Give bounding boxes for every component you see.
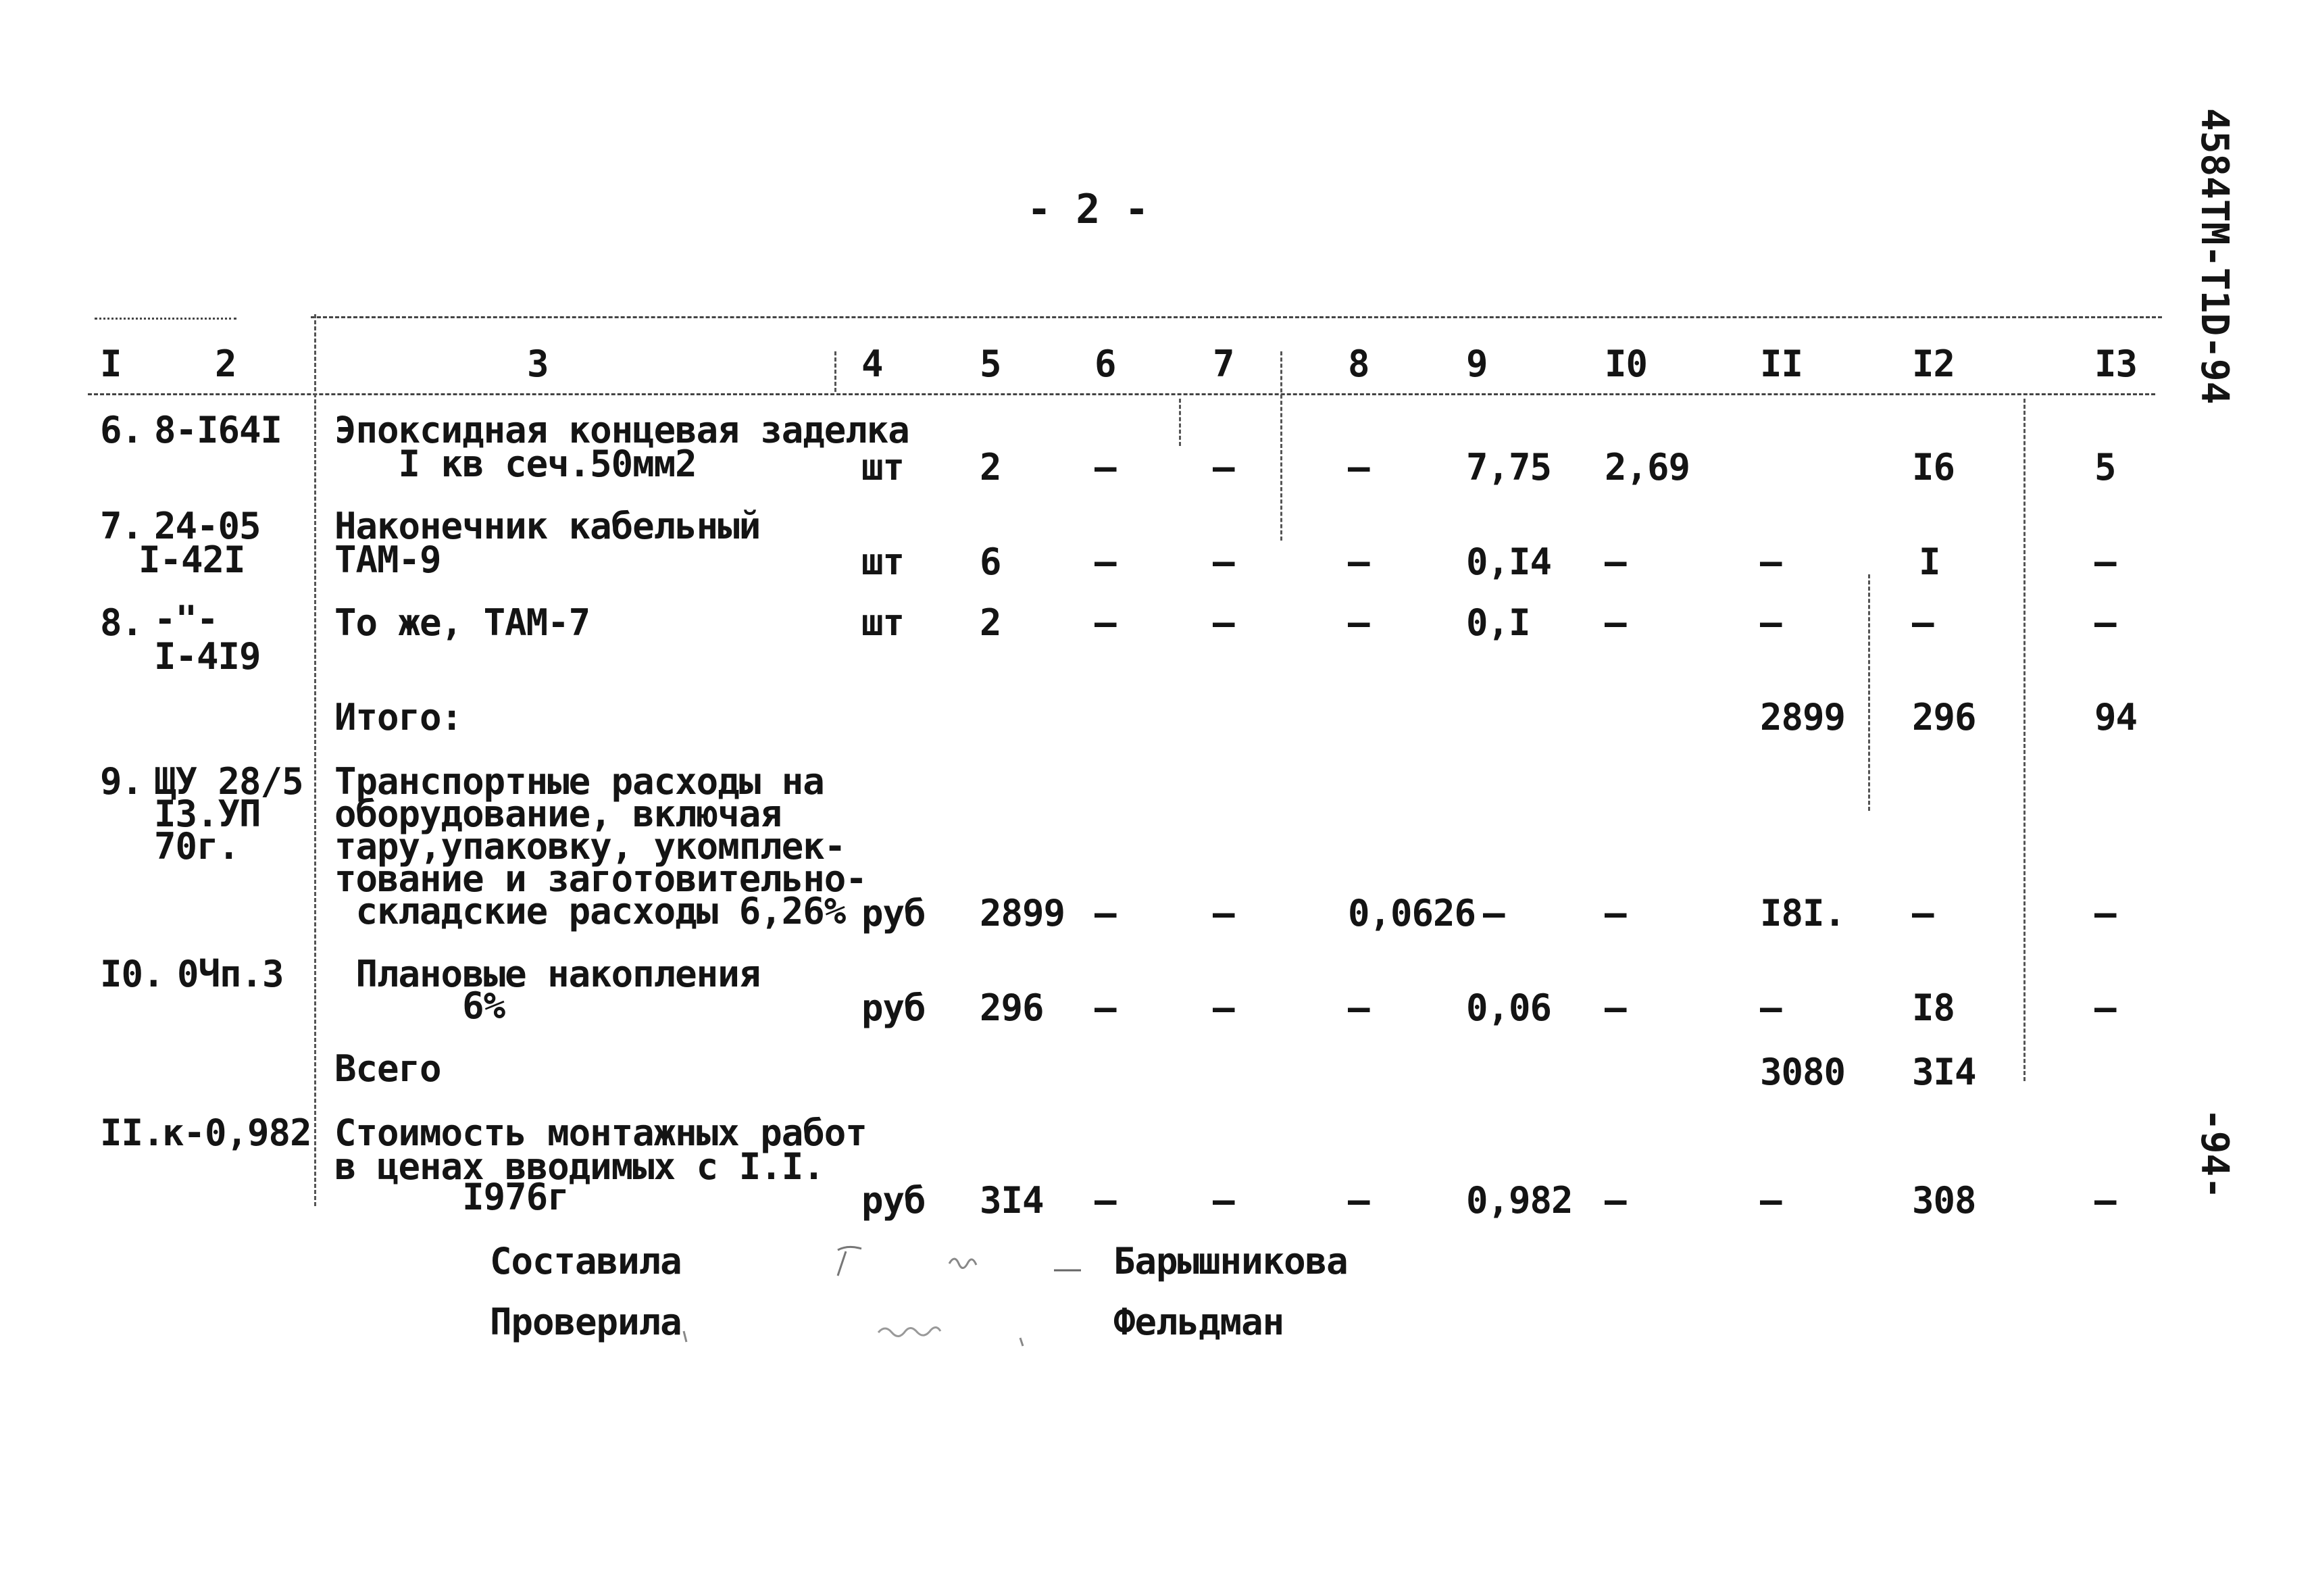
- compiled-signature: [811, 1237, 1095, 1284]
- row-col8: —: [1348, 601, 1369, 644]
- row-col10: —: [1605, 601, 1626, 644]
- row-description: тару,упаковку, укомплек-: [334, 825, 846, 868]
- row-code: 24-05: [154, 505, 261, 547]
- row-col5: 2: [980, 446, 1001, 489]
- row-col10: —: [1605, 541, 1626, 583]
- row-col9: 0,06: [1466, 987, 1552, 1029]
- row-description: I кв сеч.50мм2: [334, 443, 697, 485]
- row-code: -"-: [154, 598, 218, 641]
- compiled-by-name: Барышникова: [1113, 1240, 1348, 1282]
- row-col13: —: [2094, 601, 2116, 644]
- row-col7: —: [1213, 1179, 1234, 1222]
- row-col13: —: [2094, 892, 2116, 934]
- total-col11: 3080: [1760, 1051, 1846, 1093]
- checked-by-label: Проверила: [490, 1301, 682, 1343]
- row-description: 6%: [334, 984, 505, 1027]
- row-col11: —: [1760, 541, 1782, 583]
- row-col6: —: [1095, 601, 1116, 644]
- compiled-by-label: Составила: [490, 1240, 682, 1282]
- row-code-3: 70г.: [154, 825, 240, 868]
- row-col11: —: [1760, 601, 1782, 644]
- row-col12: —: [1912, 601, 1934, 644]
- col-divider-3: [314, 314, 316, 1206]
- row-unit: руб: [861, 892, 926, 934]
- row-col12: I: [1919, 541, 1940, 583]
- row-col12: I8: [1912, 987, 1955, 1029]
- header-col-11: II: [1760, 343, 1803, 385]
- row-unit: руб: [861, 1179, 926, 1222]
- row-description: Плановые накопления: [334, 953, 761, 995]
- row-col6: —: [1095, 446, 1116, 489]
- row-number: 9.: [100, 760, 143, 803]
- row-col7: —: [1213, 601, 1234, 644]
- row-col5: 3I4: [980, 1179, 1044, 1222]
- row-col10: 2,69: [1605, 446, 1690, 489]
- row-unit: руб: [861, 987, 926, 1029]
- total-col12: 3I4: [1912, 1051, 1976, 1093]
- row-col11: I8I.: [1760, 892, 1846, 934]
- row-col7: —: [1213, 892, 1234, 934]
- row-col8: —: [1348, 446, 1369, 489]
- checked-signature: [676, 1304, 1054, 1358]
- row-description: в ценах вводимых с I.I.: [334, 1145, 824, 1188]
- header-col-10: I0: [1605, 343, 1648, 385]
- row-description: складские расходы 6,26%: [334, 890, 846, 932]
- row-col13: —: [2094, 987, 2116, 1029]
- col-divider-8: [1280, 351, 1282, 541]
- row-col9: 7,75: [1466, 446, 1552, 489]
- header-col-5: 5: [980, 343, 1001, 385]
- subtotal-label: Итого:: [334, 696, 463, 739]
- page-number: - 2 -: [1027, 186, 1149, 233]
- row-description: То же, ТАМ-7: [334, 601, 590, 644]
- row-description: Транспортные расходы на: [334, 760, 824, 803]
- header-col-4: 4: [861, 343, 883, 385]
- row-col6: —: [1095, 987, 1116, 1029]
- header-col-1: I: [100, 343, 122, 385]
- header-col-13: I3: [2094, 343, 2138, 385]
- row-col11: —: [1760, 987, 1782, 1029]
- row-col12: —: [1912, 892, 1934, 934]
- checked-by-name: Фельдман: [1113, 1301, 1284, 1343]
- subtotal-col12: 296: [1912, 696, 1976, 739]
- header-col-2: 2: [215, 343, 236, 385]
- row-code: 0Чп.3: [177, 953, 284, 995]
- row-col6: —: [1095, 892, 1116, 934]
- row-col8: 0,0626: [1348, 892, 1476, 934]
- row-col7: —: [1213, 541, 1234, 583]
- header-col-3: 3: [527, 343, 549, 385]
- row-col6: —: [1095, 1179, 1116, 1222]
- top-rule-main: [311, 316, 2162, 318]
- row-col12: I6: [1912, 446, 1955, 489]
- row-description: ТАМ-9: [334, 539, 441, 581]
- col-divider-7: [1179, 399, 1181, 446]
- row-code-2: I3.УП: [154, 793, 261, 835]
- header-col-8: 8: [1348, 343, 1369, 385]
- row-col13: 5: [2094, 446, 2116, 489]
- row-code-2: I-4I9: [154, 635, 261, 678]
- row-col10: —: [1605, 1179, 1626, 1222]
- row-unit: шт: [861, 601, 905, 644]
- row-col9: 0,I4: [1466, 541, 1552, 583]
- row-description: Стоимость монтажных работ: [334, 1112, 867, 1154]
- row-number: 7.: [100, 505, 143, 547]
- row-col10: —: [1605, 987, 1626, 1029]
- row-col11: —: [1760, 1179, 1782, 1222]
- row-description: I976г: [334, 1176, 569, 1218]
- row-col6: —: [1095, 541, 1116, 583]
- row-code: ЩУ 28/5: [154, 760, 303, 803]
- row-col8: —: [1348, 1179, 1369, 1222]
- row-col5: 296: [980, 987, 1044, 1029]
- row-code: 8-I64I: [154, 409, 282, 451]
- row-unit: шт: [861, 446, 905, 489]
- header-col-9: 9: [1466, 343, 1488, 385]
- row-col5: 6: [980, 541, 1001, 583]
- row-col5: 2: [980, 601, 1001, 644]
- row-unit: шт: [861, 541, 905, 583]
- row-description: тование и заготовительно-: [334, 857, 867, 900]
- col-divider-13: [2023, 399, 2026, 1081]
- side-page-number: -94-: [2192, 1108, 2236, 1199]
- row-col9: 0,I: [1466, 601, 1530, 644]
- row-col13: —: [2094, 1179, 2116, 1222]
- row-col9: —: [1483, 892, 1505, 934]
- header-col-6: 6: [1095, 343, 1116, 385]
- row-number: II.: [100, 1112, 164, 1154]
- row-description: Эпоксидная концевая заделка: [334, 409, 909, 451]
- top-rule: [95, 318, 236, 320]
- row-col8: —: [1348, 987, 1369, 1029]
- row-code: к-0,982: [162, 1112, 311, 1154]
- row-col13: —: [2094, 541, 2116, 583]
- header-col-7: 7: [1213, 343, 1234, 385]
- row-number: 6.: [100, 409, 143, 451]
- row-col7: —: [1213, 446, 1234, 489]
- row-col10: —: [1605, 892, 1626, 934]
- row-col7: —: [1213, 987, 1234, 1029]
- row-number: 8.: [100, 601, 143, 644]
- subtotal-col13: 94: [2094, 696, 2138, 739]
- header-rule: [88, 393, 2155, 395]
- total-label: Всего: [334, 1047, 441, 1090]
- side-document-code: 4584TM-T1D-94: [2192, 108, 2236, 405]
- col-divider-12: [1868, 574, 1870, 811]
- row-col8: —: [1348, 541, 1369, 583]
- row-col12: 308: [1912, 1179, 1976, 1222]
- row-description: оборудование, включая: [334, 793, 782, 835]
- header-col-12: I2: [1912, 343, 1955, 385]
- col-divider-4: [834, 351, 836, 392]
- row-col5: 2899: [980, 892, 1065, 934]
- row-code-2: I-42I: [139, 539, 245, 581]
- row-col9: 0,982: [1466, 1179, 1573, 1222]
- row-description: Наконечник кабельный: [334, 505, 761, 547]
- subtotal-col11: 2899: [1760, 696, 1846, 739]
- row-number: I0.: [100, 953, 164, 995]
